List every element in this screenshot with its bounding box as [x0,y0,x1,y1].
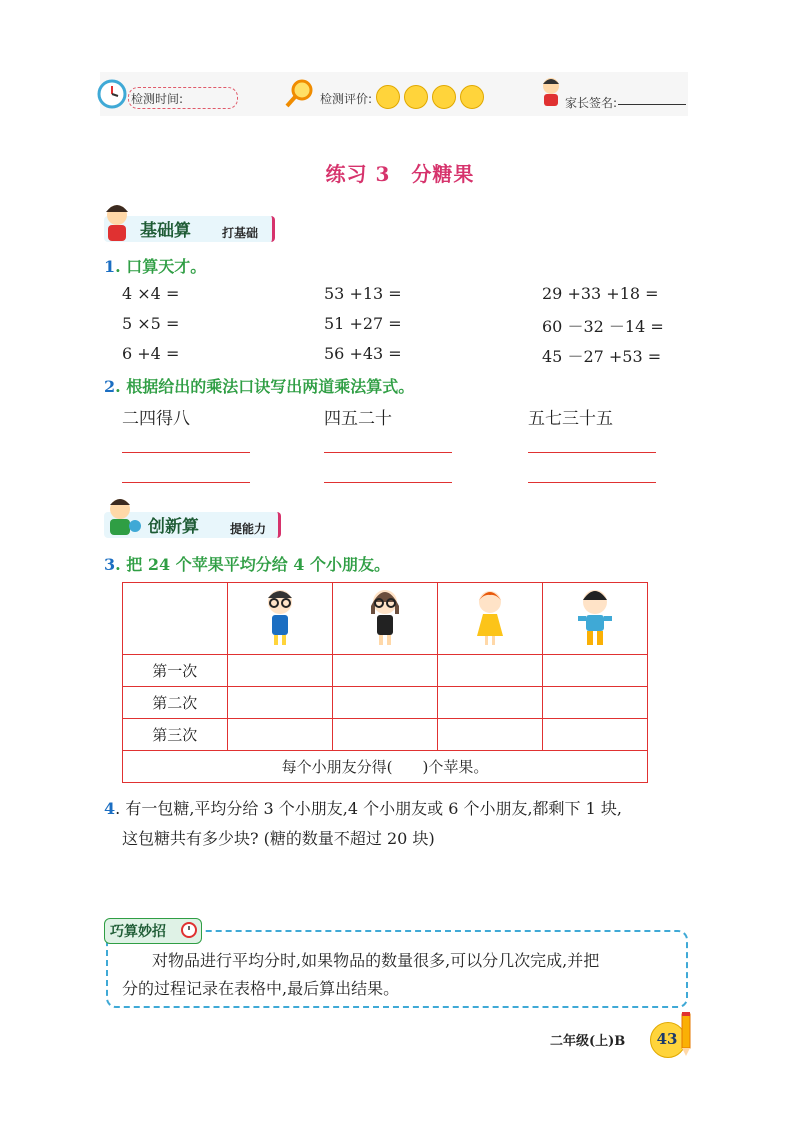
page-title: 练习 3 分糖果 [325,162,475,186]
calc-item: 29 +33 +18 = [542,284,659,303]
child-mascot-icon [102,496,142,540]
grade-label: 二年级(上)B [550,1034,626,1049]
answer-line[interactable] [324,482,452,483]
question-2-heading [104,374,414,397]
table-header-row [123,583,648,655]
table-row [123,687,648,719]
sad-face-icon[interactable] [460,85,484,109]
kid-cell [437,583,542,655]
table-footer-row [123,751,648,783]
question-3-heading [104,552,390,575]
rhyme-item: 二四得八 [122,409,190,429]
calc-item: 53 +13 = [324,284,402,303]
answer-cell[interactable] [542,719,647,751]
page-number: 43 [656,1030,678,1048]
question-4-line-1 [104,796,622,819]
calc-item: 45 －27 +53 = [542,347,662,366]
girl-yellow-dress-icon [473,586,507,648]
girl-glasses-icon [368,586,402,648]
calc-item: 51 +27 = [324,314,402,333]
table-corner-cell [123,583,228,655]
boy-glasses-icon [263,586,297,648]
question-number: 1 [104,257,116,276]
answer-cell[interactable] [542,655,647,687]
smile-face-icon[interactable] [376,85,400,109]
time-label: 检测时间: [131,92,184,106]
answer-line[interactable] [122,452,250,453]
question-number: 4 [104,799,116,818]
calc-item: 5 ×5 = [122,314,180,333]
section-title-innovate: 创新算 [148,517,199,537]
question-number: 2 [104,377,116,396]
share-table [122,582,648,783]
answer-cell[interactable] [227,719,332,751]
section-title-basic: 基础算 [140,221,191,241]
child-mascot-icon [100,202,134,246]
calc-item: 4 ×4 = [122,284,180,303]
table-row [123,719,648,751]
question-number: 3 [104,555,116,574]
section-subtitle-basic: 打基础 [222,226,259,240]
answer-line[interactable] [324,452,452,453]
row-label: 第一次 [123,655,228,687]
question-text: . 口算天才。 [115,257,207,276]
question-text: . 有一包糖,平均分给 3 个小朋友,4 个小朋友或 6 个小朋友,都剩下 1 块, [115,799,622,818]
answer-cell[interactable] [542,687,647,719]
answer-cell[interactable] [332,719,437,751]
tip-text-line-1: 对物品进行平均分时,如果物品的数量很多,可以分几次完成,并把 [152,951,600,970]
sign-label: 家长签名: [565,96,618,110]
answer-cell[interactable] [437,687,542,719]
kid-cell [227,583,332,655]
question-4-line-2: 这包糖共有多少块? (糖的数量不超过 20 块) [122,829,435,848]
kid-cell [542,583,647,655]
kid-cell [332,583,437,655]
child-avatar-icon [538,76,564,110]
grin-face-icon[interactable] [404,85,428,109]
boy-blue-shirt-icon [575,586,615,648]
answer-cell[interactable] [437,655,542,687]
answer-cell[interactable] [227,687,332,719]
alarm-clock-icon [180,920,198,938]
clock-icon [96,78,128,110]
signature-line[interactable] [618,104,686,105]
tip-text-line-2: 分的过程记录在表格中,最后算出结果。 [122,979,400,998]
rhyme-item: 五七三十五 [528,409,613,429]
answer-line[interactable] [528,482,656,483]
section-subtitle-innovate: 提能力 [230,522,267,536]
answer-line[interactable] [528,452,656,453]
tip-label: 巧算妙招 [110,924,166,940]
answer-cell[interactable] [227,655,332,687]
magnifier-icon [284,78,318,110]
pencil-icon [676,1010,696,1058]
row-label: 第三次 [123,719,228,751]
neutral-face-icon[interactable] [432,85,456,109]
answer-line[interactable] [122,482,250,483]
answer-cell[interactable] [332,655,437,687]
question-text: . 把 24 个苹果平均分给 4 个小朋友。 [115,555,390,574]
answer-cell[interactable] [437,719,542,751]
answer-cell[interactable] [332,687,437,719]
question-1-heading [104,254,206,277]
calc-item: 60 －32 －14 = [542,317,664,336]
table-footer-text[interactable]: 每个小朋友分得( )个苹果。 [123,751,648,783]
table-row [123,655,648,687]
calc-item: 56 +43 = [324,344,402,363]
calc-item: 6 +4 = [122,344,180,363]
eval-label: 检测评价: [320,92,373,106]
rhyme-item: 四五二十 [324,409,392,429]
question-text: . 根据给出的乘法口诀写出两道乘法算式。 [115,377,415,396]
row-label: 第二次 [123,687,228,719]
